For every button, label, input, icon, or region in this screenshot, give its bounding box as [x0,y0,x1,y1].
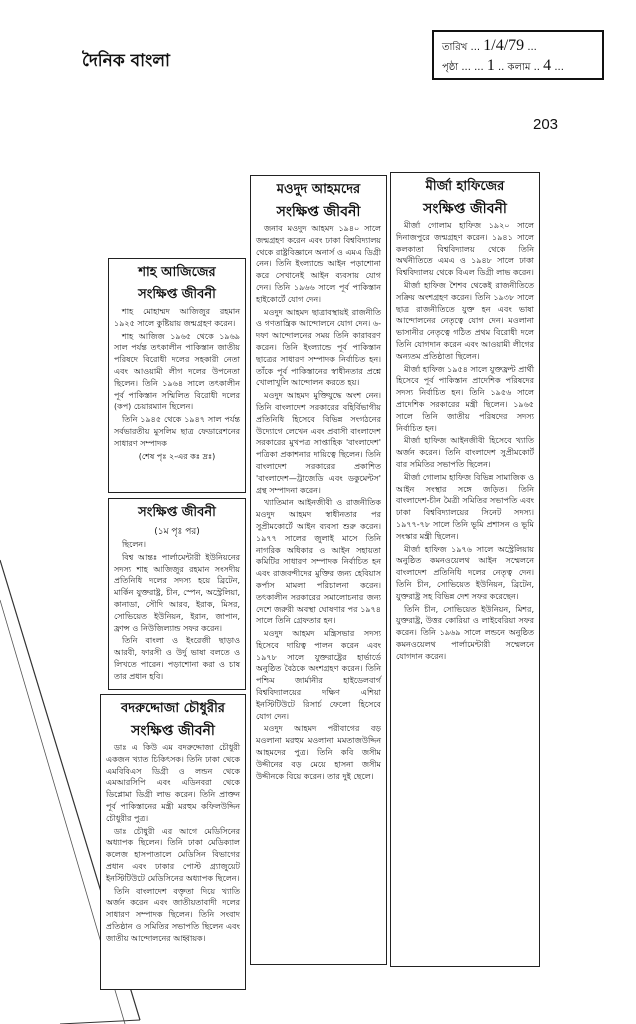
article-shah-aziz [108,258,246,493]
article-title: বদরুদ্দোজা চৌধুরীর [121,701,225,716]
paragraph: বিশ্ব আন্তঃ পার্লামেন্টারী ইউনিয়নের সদস্য শাহ আজিজুর রহমান সংসদীয় প্রতিনিধি দলের সদস্য হয়ে ব্রিটেন, মার্কিন যুক্তরাষ্ট্র, চীন, স্পেন, অস্ট্রেলিয়া, কানাডা, সৌদি আরব, ইরাক, মিসর, সোভিয়েত ইউনিয়ন, ইরান, জাপান, ফ্রান্স ও নিউজিল্যান্ড সফর করেন। [114,552,240,633]
continued-note: (শেষ পৃঃ ২-এর কঃ দ্রঃ) [138,451,216,461]
article-body [106,742,240,945]
paragraph: খ্যাতিমান আইনজীবী ও রাজনীতিক মওদুদ আহমদ স্বাধীনতার পর সুপ্রীমকোর্টে আইন ব্যবসা শুরু করেন। ১৯৭৭ সালের জুলাই মাসে তিনি নাগরিক অধিকার ও আইন সহায়তা কমিটির সাধারণ সম্পাদক নির্বাচিত হন এবং রাজবন্দীদের মুক্তির জন্য হেবিয়াস কর্পাস মামলা পরিচালনা করেন। তৎকালীন সরকারের সমালোচনার জন্য দেশে জরুরী অবস্থা ঘোষণার পর ১৯৭৪ সালে তিনি গ্রেফতার হন। [256,498,381,626]
paragraph: মওদুদ আহমদ পরীবাগের বড় মওলানা মরহুম মওলানা মমতাজউদ্দিন আহমদের পুত্র। তিনি কবি জসীম উদ্দীনের বড় মেয়ে হাসনা জসীম উদ্দীনকে বিয়ে করেন। তার দুই ছেলে। [256,724,381,781]
paragraph: শাহ আজিজ ১৯৬৫ থেকে ১৯৬৯ সাল পর্যন্ত তৎকালীন পাকিস্তান জাতীয় পরিষদে বিরোধী দলের সহকারী নেতা এবং আওয়ামী লীগ দলের উপনেতা ছিলেন। তিনি ১৯৬৪ সালে তৎকালীন পূর্ব পাকিস্তান সম্মিলিত বিরোধী দলের (কপ) চেয়ারম্যান ছিলেন। [114,331,240,412]
article-body [114,539,240,683]
article-badruddoza-chowdhury [100,694,246,990]
page-value: 1 [486,57,495,74]
archive-stamp [432,30,604,80]
paragraph: ছিলেন। [122,540,146,549]
date-label: তারিখ [442,42,468,53]
paragraph: মওদুদ আহমদ মন্ত্রিসভার সদস্য হিসেবে দায়িত্ব পালন করেন এবং ১৯৭৮ সালে যুক্তরাষ্ট্রের হার্ভার্ডে অনুষ্ঠিত বৈঠকে অংশগ্রহণ করেন। তিনি পশ্চিম জার্মানীর হাইডেলবার্গ বিশ্ববিদ্যালয়ের দক্ষিণ এশিয়া ইনস্টিটিউটে রিসার্চ ফেলো হিসেবে যোগ দেন। [256,629,381,721]
article-body [256,223,381,782]
paragraph: মীর্জা হাফিজ ১৯৫৪ সালে যুক্তফ্রন্ট প্রার্থী হিসেবে পূর্ব পাকিস্তান প্রাদেশিক পরিষদের সদস্য নির্বাচিত হন। তিনি ১৯৫৬ সালে প্রাদেশিক সরকারের মন্ত্রী ছিলেন। ১৯৬৫ সালে তিনি জাতীয় পরিষদের সদস্য নির্বাচিত হন। [396,364,534,433]
article-subtitle: (১ম পৃঃ পর) [154,527,200,537]
paragraph: শাহ মোহাম্মদ আজিজুর রহমান ১৯২৫ সালে কুষ্টিয়ায় জন্মগ্রহণ করেন। [114,307,240,328]
article-mirza-hafiz [390,172,540,967]
article-title: মওদুদ আহমদের [276,182,361,197]
paragraph: ডাঃ চৌধুরী এর আগে মেডিসিনের অধ্যাপক ছিলেন। তিনি ঢাকা মেডিক্যাল কলেজ হাসপাতালে মেডিসিন বিভাগের প্রধান এবং ঢাকার পোস্ট গ্র্যাজুয়েট ইনস্টিটিউটে মেডিসিনের অধ্যাপক ছিলেন। [106,826,240,883]
article-subtitle: সংক্ষিপ্ত জীবনী [138,287,216,302]
newspaper-masthead: দৈনিক বাংলা [82,51,170,71]
article-title: মীর্জা হাফিজের [425,179,505,194]
article-title: সংক্ষিপ্ত জীবনী [138,505,216,520]
stamp-page-row: পৃষ্ঠা ... ... 1 .. কলাম .. 4 ... [442,57,564,74]
paragraph: মওদুদ আহমদ মুক্তিযুদ্ধে অংশ নেন। তিনি বাংলাদেশ সরকারের বহির্বিভাগীয় প্রতিনিধি হিসেবে বিভিন্ন সংগঠনের উদ্যোগে লেখেন এবং প্রবাসী বাংলাদেশ সরকারের মুখপত্র সাপ্তাহিক 'বাংলাদেশ' পত্রিকা প্রকাশনার দায়িত্বে ছিলেন। তিনি বাংলাদেশ সরকারের প্রকাশিত 'বাংলাদেশ—ট্রাজেডি এবং ডকুমেন্টস' গ্রন্থ সম্পাদনা করেন। [256,391,381,495]
article-title: শাহ আজিজের [138,265,216,280]
column-value: 4 [543,57,552,74]
paragraph: মীর্জা গোলাম হাফিজ বিভিন্ন সামাজিক ও আইন সংস্থার সঙ্গে জড়িত। তিনি বাংলাদেশ-চীন মৈত্রী সমিতির সভাপতি এবং ঢাকা বিশ্ববিদ্যালয়ের সিনেট সদস্য। ১৯৭৭-৭৮ সালে তিনি ভূমি প্রশাসন ও ভূমি সংস্কার মন্ত্রী ছিলেন। [396,472,534,541]
stamp-date-row: তারিখ ... 1/4/79 ... [442,37,537,54]
date-value: 1/4/79 [483,37,525,54]
paragraph: মীর্জা গোলাম হাফিজ ১৯২০ সালে দিনাজপুরে জন্মগ্রহণ করেন। ১৯৪১ সালে কলকাতা বিশ্ববিদ্যালয় থেকে তিনি অর্থনীতিতে এমএ ও ১৯৪৮ সালে ঢাকা বিশ্ববিদ্যালয় থেকে বিএল ডিগ্রী লাভ করেন। [396,221,534,278]
article-subtitle: সংক্ষিপ্ত জীবনী [131,723,215,739]
paragraph: তিনি বাংলা ও ইংরেজী ছাড়াও আরবী, ফারসী ও উর্দু ভাষা বলতে ও লিখতে পারেন। পড়াশোনা করা ও চাষ তার প্রধান হবি। [114,636,240,681]
paragraph: তিনি ১৯৪৫ থেকে ১৯৪৭ সাল পর্যন্ত সর্বভারতীয় মুসলিম ছাত্র ফেডারেশনের সাধারণ সম্পাদক [114,415,240,448]
paragraph: মীর্জা হাফিজ ১৯৭৬ সালে অস্ট্রেলিয়ায় অনুষ্ঠিত কমনওয়েলথ আইন সম্মেলনে বাংলাদেশ প্রতিনিধি দলের নেতৃত্ব দেন। তিনি চীন, সোভিয়েত ইউনিয়ন, ব্রিটেন, যুক্তরাষ্ট্র সহ বিভিন্ন দেশ সফর করেছেন। [396,544,534,601]
page-label: পৃষ্ঠা [442,62,459,73]
paragraph: মীর্জা হাফিজ আইনজীবী হিসেবে খ্যাতি অর্জন করেন। তিনি বাংলাদেশ সুপ্রীমকোর্ট বার সমিতির সভাপতি ছিলেন। [396,436,534,469]
article-body [114,306,240,450]
article-body [396,220,534,662]
article-shah-aziz-continued [108,498,246,690]
article-subtitle: সংক্ষিপ্ত জীবনী [276,204,361,220]
paragraph: ডাঃ এ কিউ এম বদরুদ্দোজা চৌধুরী একজন খ্যাত চিকিৎসক। তিনি ঢাকা থেকে এমবিবিএস ডিগ্রী ও লন্ডন থেকে এমআরসিপি এবং এডিনবরা থেকে ডিপ্লোমা ডিগ্রী লাভ করেন। তিনি প্রাক্তন পূর্ব পাকিস্তানের মন্ত্রী মরহুম কফিলউদ্দিন চৌধুরীর পুত্র। [106,743,240,823]
paragraph: তিনি চীন, সোভিয়েত ইউনিয়ন, মিশর, যুক্তরাষ্ট্র, উত্তর কোরিয়া ও লাইবেরিয়া সফর করেন। তিনি ১৯৬৯ সালে লন্ডনে অনুষ্ঠিত কমনওয়েলথ পার্লামেন্টারী সম্মেলনে যোগদান করেন। [396,604,534,661]
paragraph: মীর্জা হাফিজ শৈশব থেকেই রাজনীতিতে সক্রিয় অংশগ্রহণ করেন। তিনি ১৯৩৮ সালে ছাত্র রাজনীতিতে যুক্ত হন এবং ভাষা আন্দোলনের নেতৃত্বে যোগ দেন। মওলানা ভাসানীর নেতৃত্বে গঠিত প্রথম বিরোধী দলে তিনি যোগদান করেন এবং আওয়ামী লীগের অন্যতম প্রতিষ্ঠাতা ছিলেন। [396,280,534,361]
paragraph: জনাব মওদুদ আহমদ ১৯৪০ সালে জন্মগ্রহণ করেন এবং ঢাকা বিশ্ববিদ্যালয় থেকে রাষ্ট্রবিজ্ঞানে অনার্স ও এমএ ডিগ্রী নেন। তিনি ইংল্যান্ডে আইন পড়াশোনা করে সেখানেই আইন ব্যবসায় যোগ দেন। তিনি ১৯৬৬ সালে পূর্ব পাকিস্তান হাইকোর্টে যোগ দেন। [256,224,381,304]
paragraph: তিনি বাংলাদেশ বক্তৃতা দিয়ে খ্যাতি অর্জন করেন এবং জাতীয়তাবাদী দলের সাধারণ সম্পাদক ছিলেন। তিনি সংবাদ প্রতিষ্ঠান ও সমিতির সভাপতি ছিলেন এবং জাতীয় আন্দোলনের আহ্বায়ক। [106,886,240,943]
article-moudud-ahmed [250,175,387,965]
paragraph: মওদুদ আহমদ ছাত্রাবস্থায়ই রাজনীতি ও গণতান্ত্রিক আন্দোলনে যোগ দেন। ৬-দফা আন্দোলনের সময় তিনি কারাবরণ করেন। তিনি ইংল্যান্ডে পূর্ব পাকিস্তান ছাত্রের সাধারণ সম্পাদক নির্বাচিত হন। তাঁকে পূর্ব পাকিস্তানের স্বাধীনতার প্রশ্নে খোলাখুলি আন্দোলন করতে হয়। [256,307,381,388]
column-label: কলাম [507,62,531,73]
article-subtitle: সংক্ষিপ্ত জীবনী [423,201,507,217]
archive-number: 203 [533,116,559,133]
